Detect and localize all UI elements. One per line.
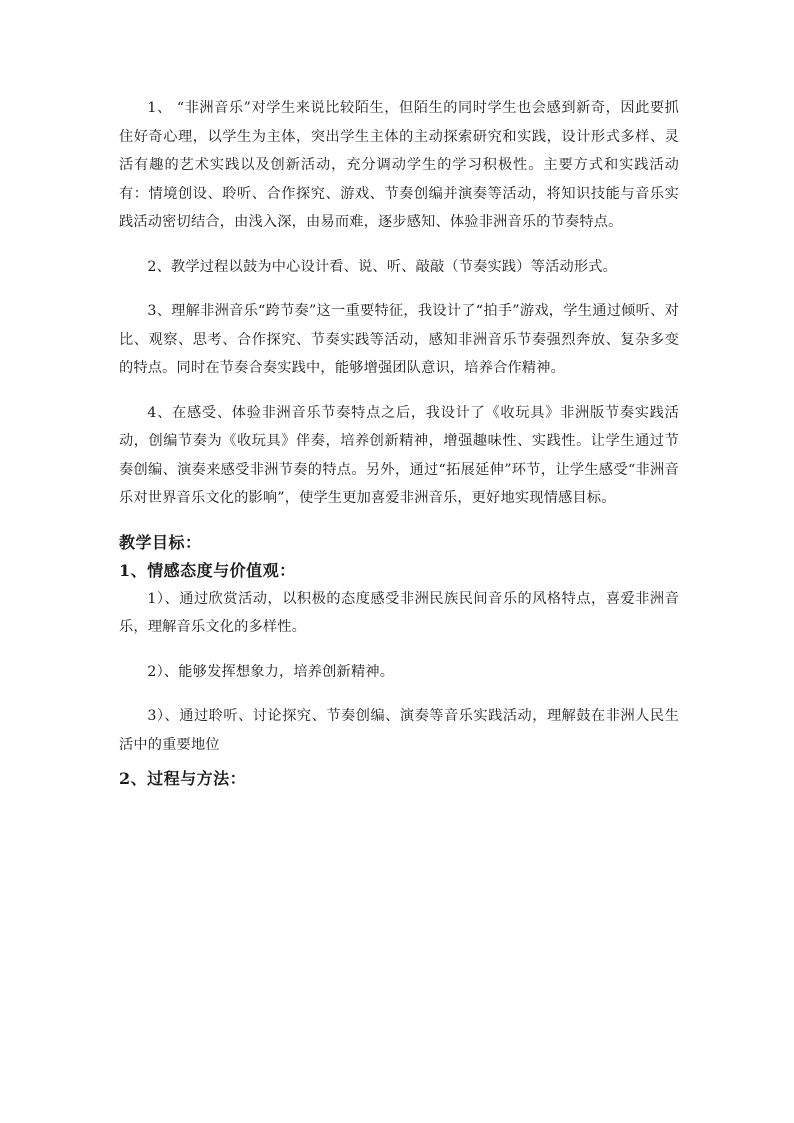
document-body (119, 94, 679, 793)
paragraph-design-3: 3、理解非洲音乐“跨节奏”这一重要特征，我设计了“拍手”游戏，学生通过倾听、对比、观察、思考、合作探究、节奏实践等活动，感知非洲音乐节奏强烈奔放、复杂多变的特点。同时在节奏合奏实践中，能够增强团队意识，培养合作精神。 (119, 303, 679, 376)
heading-process-method: 2、过程与方法： (119, 769, 247, 788)
objective-item-3: 3）、通过聆听、讨论探究、节奏创编、演奏等音乐实践活动，理解鼓在非洲人民生活中的重要地位 (119, 708, 679, 753)
objective-item-1: 1）、通过欣赏活动，以积极的态度感受非洲民族民间音乐的风格特点，喜爱非洲音乐，理解音乐文化的多样性。 (119, 590, 679, 635)
paragraph-design-2: 2、教学过程以鼓为中心设计看、说、听、敲敲（节奏实践）等活动形式。 (147, 258, 618, 275)
paragraph-design-4: 4、在感受、体验非洲音乐节奏特点之后，我设计了《收玩具》非洲版节奏实践活动，创编节奏为《收玩具》伴奏，培养创新精神，增强趣味性、实践性。让学生通过节奏创编、演奏来感受非洲节奏的特点。另外，通过“拓展延伸”环节，让学生感受“非洲音乐对世界音乐文化的影响”，使学生更加喜爱非洲音乐，更好地实现情感目标。 (119, 404, 679, 506)
objective-item-2: 2）、能够发挥想象力，培养创新精神。 (147, 663, 395, 680)
heading-emotion-attitude: 1、情感态度与价值观： (119, 560, 296, 580)
paragraph-design-1: 1、 “非洲音乐”对学生来说比较陌生，但陌生的同时学生也会感到新奇，因此要抓住好奇心理，以学生为主体，突出学生主体的主动探索研究和实践，设计形式多样、灵活有趣的艺术实践以及创新活动，充分调动学生的学习积极性。主要方式和实践活动有：情境创设、聆听、合作探究、游戏、节奏创编并演奏等活动，将知识技能与音乐实践活动密切结合，由浅入深，由易而难，逐步感知、体验非洲音乐的节奏特点。 (119, 100, 679, 230)
heading-teaching-objectives: 教学目标： (119, 532, 202, 552)
